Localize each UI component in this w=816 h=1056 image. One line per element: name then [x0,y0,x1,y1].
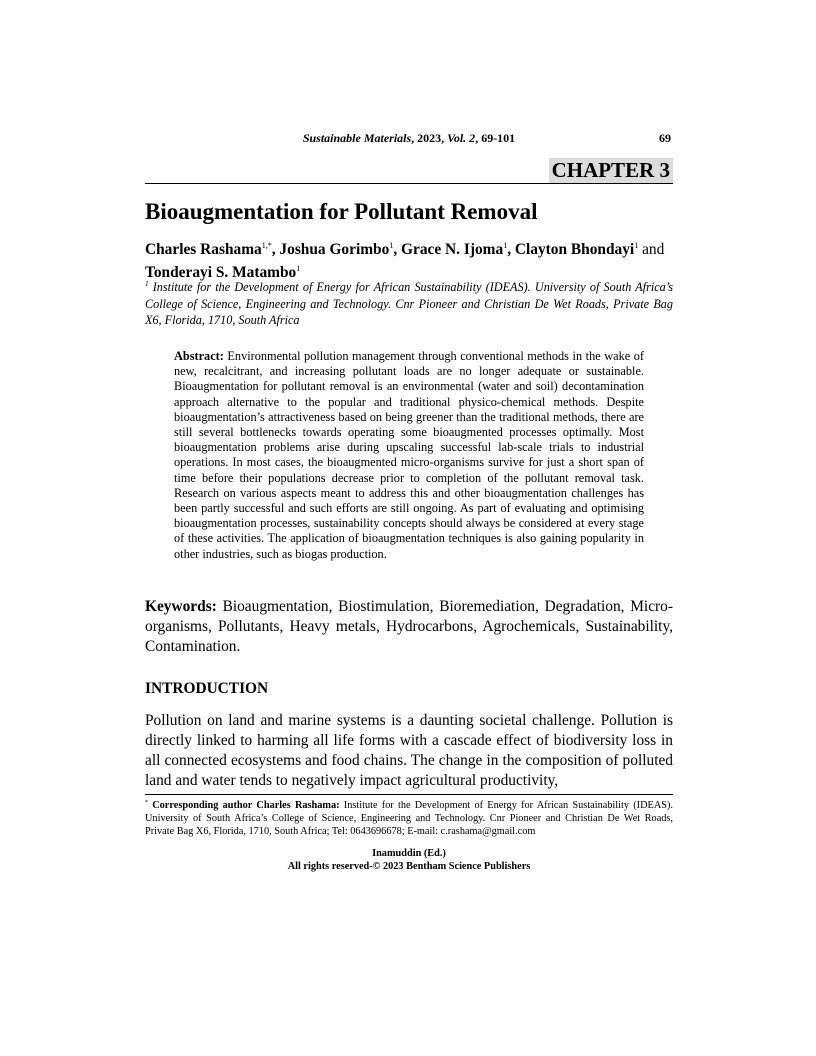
author-affiliation-mark: 1,* [261,241,272,250]
author-name: Clayton Bhondayi [514,241,635,258]
corresponding-author-footnote: * Corresponding author Charles Rashama: Institute for the Development of Energy for African Sustainability (IDEAS). University of South Africa’s College of Science, Engineering and Technology. Cnr Pioneer and Christian De Wet Roads, Private Bag X6, Florida, 1710, South Africa; Tel: 0643696678; E-mail: c.rashama@gmail.com [145,800,673,837]
footnote-rule [145,794,673,795]
keywords-label: Keywords: [145,598,217,615]
section-heading-introduction: INTRODUCTION [145,680,269,697]
author-name: Charles Rashama [145,241,262,258]
author-name: Tonderayi S. Matambo [145,264,297,281]
chapter-rule [145,183,673,184]
journal-citation: Sustainable Materials, 2023, Vol. 2, 69-101 [302,131,516,145]
abstract [174,349,644,562]
author-affiliation-mark: 1 [503,241,508,250]
author-name: Grace N. Ijoma [401,241,504,258]
author-affiliation: $^1$ Institute for the Development of Energy for African Sustainability (IDEAS). University of South Africa’s College of Science, Engineering and Technology. Cnr Pioneer and Christian De Wet Roads, Private Bag X6, Florida, 1710, South Africa [145,280,673,327]
author-name: Joshua Gorimbo [279,241,390,258]
chapter-title: Bioaugmentation for Pollutant Removal [145,199,538,224]
keywords-text: Bioaugmentation, Biostimulation, Bioremediation, Degradation, Micro-organisms, Pollutants, Heavy metals, Hydrocarbons, Agrochemicals, Sustainability, Contamination. [145,598,673,655]
page-number: 69 [659,131,671,145]
abstract-text: Environmental pollution management through conventional methods in the wake of new, recalcitrant, and increasing pollutant loads are no longer adequate or sustainable. Bioaugmentation for pollutant removal is an environmental (water and soil) decontamination approach alternative to the popular and traditional physico-chemical methods. Despite bioaugmentation’s attractiveness based on being greener than the traditional methods, there are still several bottlenecks towards operating some bioaugmented processes optimally. Most bioaugmentation problems arise during upscaling successful lab-scale trials to industrial operations. In most cases, the bioaugmented micro-organisms survive for just a short span of time before their populations decrease prior to completion of the pollutant removal task. Research on various aspects meant to address this and other bioaugmentation challenges has been partly successful and such efforts are still ongoing. As part of evaluating and optimising bioaugmentation processes, sustainability concepts should always be considered at every stage of these activities. The application of bioaugmentation techniques is also gaining popularity in other industries, such as biogas production. [174,349,644,561]
introduction-paragraph: Pollution on land and marine systems is a daunting societal challenge. Pollution is directly linked to harming all life forms with a cascade effect of biodiversity loss in all connected ecosystems and food chains. The change in the composition of polluted land and water tends to negatively impact agricultural productivity, [145,712,673,789]
abstract-label: Abstract: [174,349,224,363]
editor-credit: Inamuddin (Ed.) [372,848,446,859]
author-affiliation-mark: 1 [296,264,301,273]
author-affiliation-mark: 1 [634,241,639,250]
keywords [145,597,673,657]
author-affiliation-mark: 1 [389,241,394,250]
author-list: Charles Rashama$^{1,*}$, Joshua Gorimbo$^1$, Grace N. Ijoma$^1$, Clayton Bhondayi$^1$ and Tonderayi S. Matambo$^1$ [145,241,665,281]
copyright-notice: All rights reserved-© 2023 Bentham Science Publishers [287,861,531,872]
chapter-label: CHAPTER 3 [549,158,673,183]
